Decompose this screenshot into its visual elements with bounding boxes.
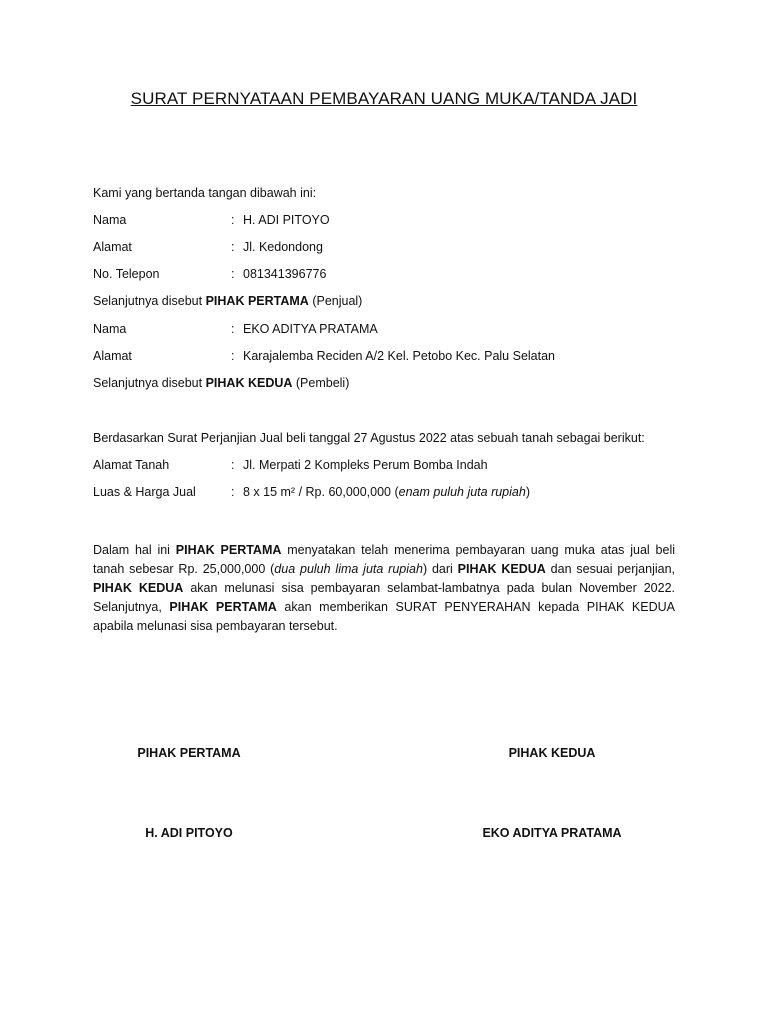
field-label: Nama	[93, 213, 127, 227]
designation-prefix: Selanjutnya disebut	[93, 376, 206, 390]
signature-name-left: H. ADI PITOYO	[145, 826, 233, 840]
signature-name-right: EKO ADITYA PRATAMA	[482, 826, 622, 840]
field-label: Luas & Harga Jual	[93, 485, 196, 499]
signature-role-right: PIHAK KEDUA	[508, 746, 596, 760]
text-run: Dalam hal ini	[93, 543, 176, 557]
field-separator: :	[231, 322, 235, 336]
bold-run: PIHAK PERTAMA	[169, 600, 277, 614]
italic-run: dua puluh lima juta rupiah	[274, 562, 423, 576]
designation-prefix: Selanjutnya disebut	[93, 294, 206, 308]
designation-suffix: (Pembeli)	[292, 376, 350, 390]
designation-suffix: (Penjual)	[308, 294, 363, 308]
field-separator: :	[231, 349, 235, 363]
text-run: akan melunasi sisa pembayaran selambat-lambatnya pada bulan November 2022. Selanjutnya,	[93, 581, 676, 614]
land-address-row	[93, 458, 488, 472]
field-label: Alamat Tanah	[93, 458, 170, 472]
party2-name-value: EKO ADITYA PRATAMA	[243, 322, 378, 336]
party1-designation	[93, 294, 362, 308]
party1-address-row	[93, 240, 323, 254]
field-separator: :	[231, 213, 235, 227]
party2-address-row	[93, 349, 555, 363]
intro-text: Kami yang bertanda tangan dibawah ini:	[93, 186, 317, 200]
party2-address-value: Karajalemba Reciden A/2 Kel. Petobo Kec. Palu Selatan	[243, 349, 556, 363]
text-run: ) dari	[422, 562, 458, 576]
text-run: menyatakan telah menerima pembayaran uang muka atas jual beli tanah sebesar Rp. 25,000,000 (	[93, 543, 675, 576]
field-label: Alamat	[93, 349, 132, 363]
party1-phone-value: 081341396776	[243, 267, 327, 281]
field-separator: :	[231, 485, 235, 499]
land-address-value: Jl. Merpati 2 Kompleks Perum Bomba Indah	[243, 458, 488, 472]
bold-run: PIHAK KEDUA	[93, 581, 184, 595]
field-separator: :	[231, 240, 235, 254]
party2-designation	[93, 376, 349, 390]
land-size-value: 8 x 15 m² / Rp. 60,000,000 (	[243, 485, 399, 499]
designation-role: PIHAK KEDUA	[205, 376, 293, 390]
party1-name-row	[93, 213, 330, 227]
statement-paragraph	[93, 541, 675, 636]
field-label: No. Telepon	[93, 267, 160, 281]
party2-name-row	[93, 322, 378, 336]
basis-text: Berdasarkan Surat Perjanjian Jual beli tanggal 27 Agustus 2022 atas sebuah tanah sebagai berikut:	[93, 431, 645, 445]
field-label: Alamat	[93, 240, 132, 254]
field-label: Nama	[93, 322, 127, 336]
party1-phone-row	[93, 267, 326, 281]
bold-run: PIHAK KEDUA	[457, 562, 546, 576]
bold-run: PIHAK PERTAMA	[175, 543, 282, 557]
land-price-words: enam puluh juta rupiah	[398, 485, 526, 499]
land-size-row	[93, 485, 530, 499]
signature-role-left: PIHAK PERTAMA	[137, 746, 241, 760]
field-separator: :	[231, 267, 235, 281]
text-run: akan memberikan SURAT PENYERAHAN kepada PIHAK KEDUA apabila melunasi sisa pembayaran tersebut.	[93, 600, 675, 633]
party1-address-value: Jl. Kedondong	[243, 240, 323, 254]
document-title: SURAT PERNYATAAN PEMBAYARAN UANG MUKA/TANDA JADI	[130, 89, 638, 108]
land-price-close: )	[525, 485, 530, 499]
party1-name-value: H. ADI PITOYO	[243, 213, 330, 227]
text-run: dan sesuai perjanjian,	[545, 562, 676, 576]
designation-role: PIHAK PERTAMA	[205, 294, 309, 308]
field-separator: :	[231, 458, 235, 472]
